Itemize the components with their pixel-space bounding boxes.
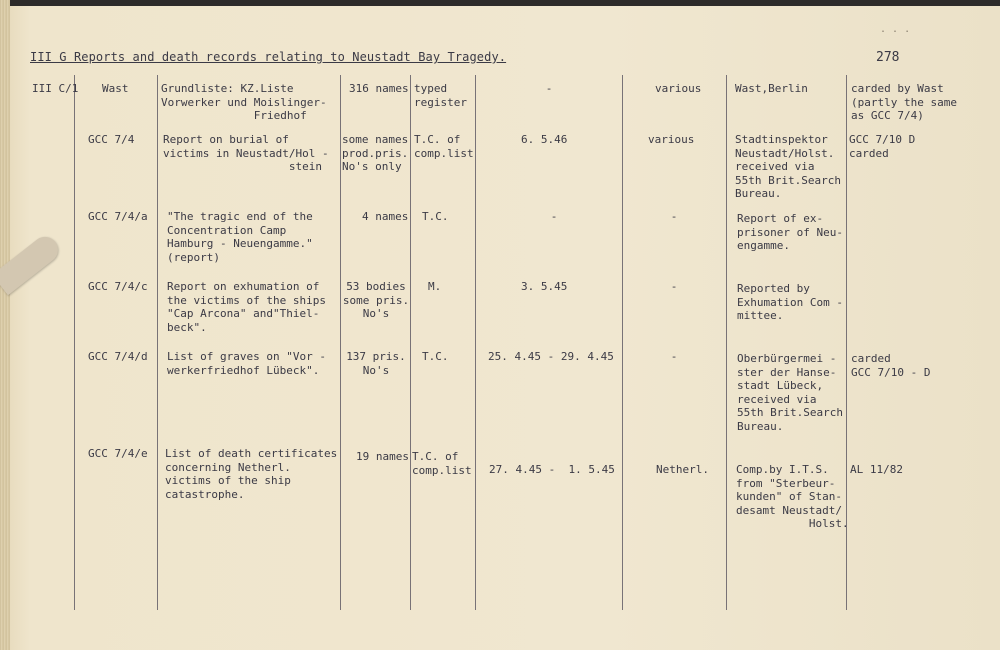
source-cell: Oberbürgermei - ster der Hanse- stadt Lübeck, received via 55th Brit.Search Bureau. [737,352,843,433]
type-cell: typed register [414,82,467,109]
nationality-cell: - [670,350,678,363]
dates-cell: 3. 5.45 [521,280,568,293]
dates-cell: - [550,210,558,223]
remarks-cell: AL 11/82 [850,463,903,476]
code-cell: GCC 7/4/c [88,280,148,293]
scanner-top-edge [0,0,1000,6]
source-cell: Reported by Exhumation Com - mittee. [737,282,843,322]
names-cell: 53 bodies some pris. No's [342,280,410,320]
column-rule [726,75,727,610]
title-cell: Grundliste: KZ.Liste Vorwerker und Moislinger- Friedhof [161,82,327,122]
nationality-cell: various [655,82,702,95]
names-cell: 4 names [362,210,409,223]
code-cell: Wast [102,82,129,95]
ref-cell: III C/1 [32,82,79,95]
nationality-cell: Netherl. [656,463,709,476]
nationality-cell: - [670,210,678,223]
margin-marks: . . . [880,24,911,35]
nationality-cell: - [670,280,678,293]
column-rule [410,75,411,610]
dates-cell: 27. 4.45 - 1. 5.45 [489,463,615,476]
page-header-title: III G Reports and death records relating to Neustadt Bay Tragedy. [30,50,507,64]
source-cell: Stadtinspektor Neustadt/Holst. received via 55th Brit.Search Bureau. [735,133,841,200]
nationality-cell: various [648,133,695,146]
source-cell: Comp.by I.T.S. from "Sterbeur- kunden" of Stan- desamt Neustadt/ Holst. [736,463,849,530]
type-cell: T.C. of comp.list [412,450,472,477]
code-cell: GCC 7/4/d [88,350,148,363]
code-cell: GCC 7/4/a [88,210,148,223]
type-cell: T.C. [422,210,449,223]
column-rule [74,75,75,610]
title-cell: "The tragic end of the Concentration Camp Hamburg - Neuengamme." (report) [167,210,313,264]
source-cell: Wast,Berlin [735,82,808,95]
column-rule [622,75,623,610]
column-rule [475,75,476,610]
source-cell: Report of ex- prisoner of Neu- engamme. [737,212,843,252]
type-cell: M. [428,280,442,293]
remarks-cell: carded GCC 7/10 - D [851,352,931,379]
names-cell: 316 names [349,82,409,95]
dates-cell: 25. 4.45 - 29. 4.45 [488,350,614,363]
type-cell: T.C. of comp.list [414,133,474,160]
title-cell: List of graves on "Vor - werkerfriedhof Lübeck". [167,350,326,377]
title-cell: Report on exhumation of the victims of the ships "Cap Arcona" and"Thiel- beck". [167,280,326,334]
page-number: 278 [876,50,900,65]
stacked-card-edges [0,0,10,650]
title-cell: List of death certificates concerning Netherl. victims of the ship catastrophe. [165,447,338,501]
dates-cell: - [545,82,553,95]
column-rule [340,75,341,610]
remarks-cell: GCC 7/10 D carded [849,133,916,160]
names-cell: some names prod.pris. No's only [342,133,409,173]
title-cell: Report on burial of victims in Neustadt/Hol - stein [163,133,329,173]
column-rule [157,75,158,610]
dates-cell: 6. 5.46 [521,133,568,146]
names-cell: 137 pris. No's [346,350,406,377]
code-cell: GCC 7/4 [88,133,135,146]
code-cell: GCC 7/4/e [88,447,148,460]
type-cell: T.C. [422,350,449,363]
names-cell: 19 names [356,450,409,463]
remarks-cell: carded by Wast (partly the same as GCC 7/4) [851,82,957,122]
